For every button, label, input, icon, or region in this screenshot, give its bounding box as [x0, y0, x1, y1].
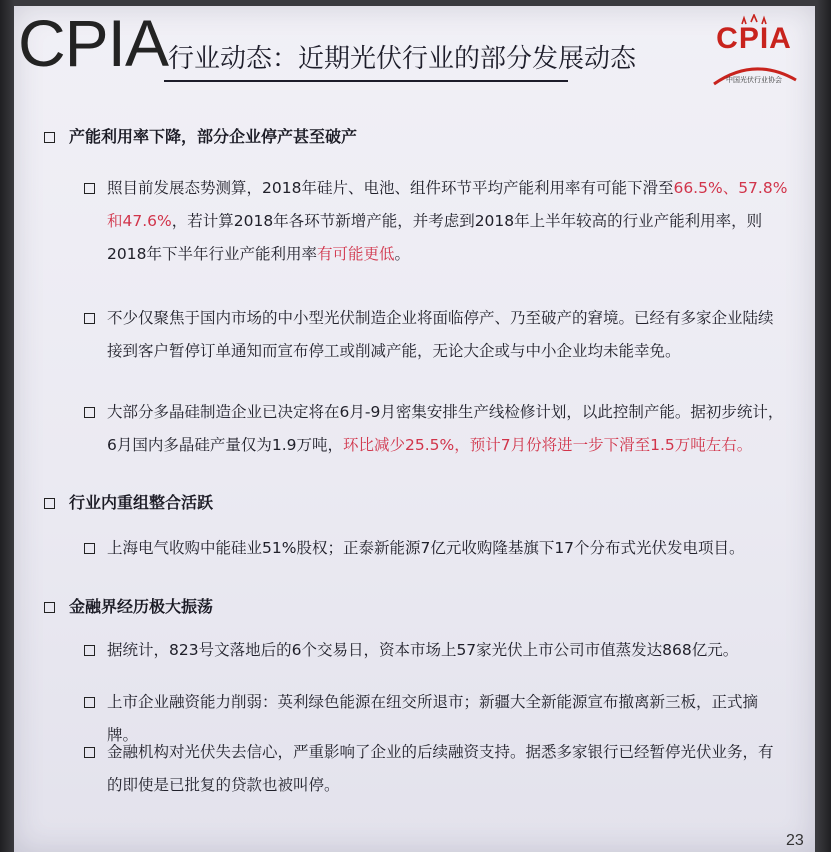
section-heading: 行业内重组整合活跃 — [44, 492, 784, 514]
corner-logo-text: CPIA — [716, 22, 792, 55]
cpia-wordmark: CPIA — [18, 6, 169, 80]
checkbox-bullet-icon — [84, 697, 95, 708]
list-item: 据统计，823号文落地后的6个交易日，资本市场上57家光伏上市公司市值蒸发达868亿元。 — [84, 634, 788, 667]
slide-title: 行业动态：近期光伏行业的部分发展动态 — [168, 44, 637, 74]
list-item: 大部分多晶硅制造企业已决定将在6月-9月密集安排生产线检修计划，以此控制产能。据初步统计，6月国内多晶硅产量仅为1.9万吨，环比减少25.5%，预计7月份将进一步下滑至1.5万吨左右。 — [84, 396, 788, 462]
checkbox-bullet-icon — [44, 602, 55, 613]
slide — [14, 6, 815, 852]
checkbox-bullet-icon — [84, 645, 95, 656]
checkbox-bullet-icon — [84, 407, 95, 418]
list-item: 照目前发展态势测算，2018年硅片、电池、组件环节平均产能利用率有可能下滑至66.5%、57.8%和47.6%，若计算2018年各环节新增产能，并考虑到2018年上半年较高的行业产能利用率，则2018年下半年行业产能利用率有可能更低。 — [84, 172, 788, 271]
section-heading: 金融界经历极大振荡 — [44, 596, 784, 618]
corner-logo-subtitle: 中国光伏行业协会 — [726, 76, 782, 84]
checkbox-bullet-icon — [84, 313, 95, 324]
checkbox-bullet-icon — [84, 183, 95, 194]
checkbox-bullet-icon — [84, 747, 95, 758]
list-item: 不少仅聚焦于国内市场的中小型光伏制造企业将面临停产、乃至破产的窘境。已经有多家企业陆续接到客户暂停订单通知而宣布停工或削减产能，无论大企或与中小企业均未能幸免。 — [84, 302, 788, 368]
title-underline — [164, 80, 568, 82]
page-number: 23 — [786, 832, 804, 849]
checkbox-bullet-icon — [44, 132, 55, 143]
list-item: 上海电气收购中能硅业51%股权；正泰新能源7亿元收购隆基旗下17个分布式光伏发电项目。 — [84, 532, 788, 565]
checkbox-bullet-icon — [84, 543, 95, 554]
section-heading: 产能利用率下降，部分企业停产甚至破产 — [44, 126, 784, 148]
list-item: 上市企业融资能力削弱：英利绿色能源在纽交所退市；新疆大全新能源宣布撤离新三板，正式摘牌。 — [84, 686, 788, 752]
list-item: 金融机构对光伏失去信心，严重影响了企业的后续融资支持。据悉多家银行已经暂停光伏业务，有的即使是已批复的贷款也被叫停。 — [84, 736, 788, 802]
checkbox-bullet-icon — [44, 498, 55, 509]
